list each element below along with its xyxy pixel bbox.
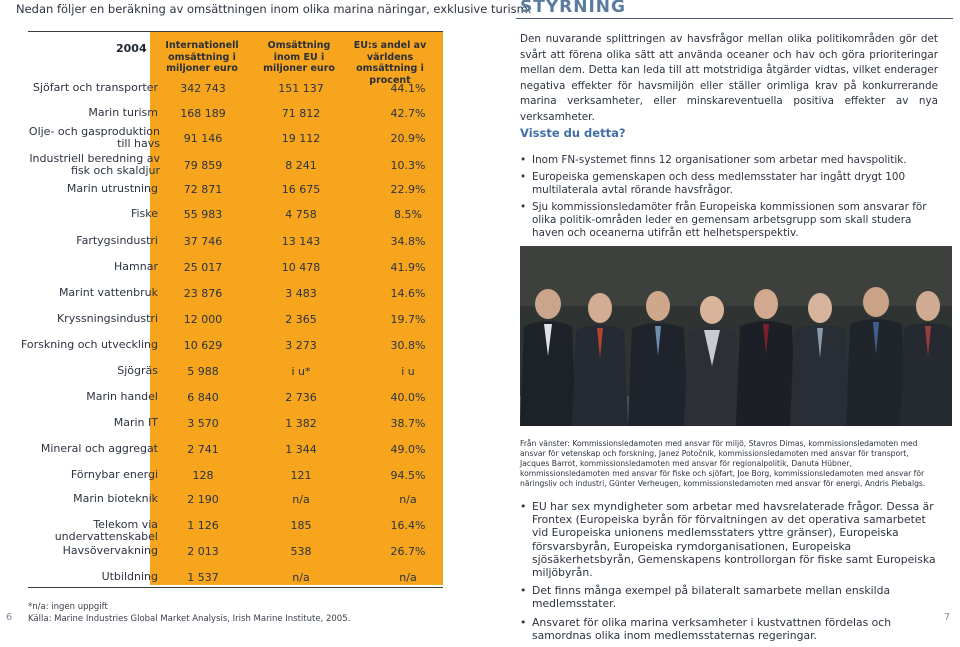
table-cell-c1: 10 629 <box>183 339 223 352</box>
list-item: • Inom FN-systemet finns 12 organisationer som arbetar med havspolitik. <box>520 154 940 167</box>
table-row-label: Marin utrustning <box>66 181 158 195</box>
list-item: • Sju kommissionsledamöter från Europeiska kommissionen som ansvarar för olika politik-områden leder en gemensam arbetsgrupp som skall studera haven och oceanerna utifrån ett helhetsperspektiv. <box>520 201 940 240</box>
table-row-label: Fiske <box>130 206 158 220</box>
page-number-right: 7 <box>944 612 951 623</box>
table-cell-c2: 2 365 <box>285 313 317 326</box>
table-cell-c1: 128 <box>192 469 214 482</box>
table-cell-c2: n/a <box>292 493 310 506</box>
table-cell-c1: 168 189 <box>180 107 226 120</box>
table-cell-c1: 72 871 <box>183 183 223 196</box>
photo-caption: Från vänster: Kommissionsledamoten med ansvar för miljö, Stavros Dimas, kommissionsledamoten med ansvar för vetenskap och forskning, Janez Potočnik, kommissionsledamoten med ansvar för transport, Jacques Barrot, kommissionsledamoten med ansvar för regionalpolitik, Danuta Hübner, kommissionsledamoten med ansvar för fiske och sjöfart, Joe Borg, kommissionsledamoten med ansvar för näringsliv och industri, Günter Verheugen, kommissionsledamoten med ansvar för energi, Andris Piebalgs. <box>520 439 926 488</box>
table-cell-c3: 49.0% <box>390 443 426 456</box>
list-item: • Ansvaret för olika marina verksamheter i kustvattnen fördelas och samordnas olika inom medlemsstaternas regeringar. <box>520 616 940 642</box>
table-cell-c3: 34.8% <box>390 235 426 248</box>
table-cell-c1: 1 537 <box>187 571 219 584</box>
commissioners-photo <box>520 246 952 426</box>
table-row-label: Marin IT <box>113 415 158 429</box>
title-rule <box>516 18 953 19</box>
table-cell-c1: 25 017 <box>183 261 223 274</box>
table-row-label: Telekom via undervattenskabel <box>54 517 158 544</box>
table-cell-c1: 2 190 <box>187 493 219 506</box>
intro-paragraph: Den nuvarande splittringen av havsfrågor mellan olika politikområden gör det svårt att förena olika sätt att använda oceaner och hav och göra prioriteringar mellan dem. Detta kan leda till att motstridiga åtgärder vidtas, vilket enderager negativa effekter för havsmiljön eller ställer orimliga krav på konkurrerande marina verksamheter, eller minskareventuella positiva effekter av nya verksamheter. <box>520 33 938 123</box>
table-cell-c3: 42.7% <box>390 107 426 120</box>
table-cell-c3: 40.0% <box>390 391 426 404</box>
section-title: STYRNING <box>520 0 626 17</box>
table-cell-c1: 79 859 <box>183 159 223 172</box>
table-cell-c3: 44.1% <box>390 82 426 95</box>
page-number-left: 6 <box>6 612 13 623</box>
table-cell-c1: 342 743 <box>180 82 226 95</box>
table-cell-c2: 185 <box>290 519 312 532</box>
table-row-label: Havsövervakning <box>62 543 158 557</box>
table-row-label: Marint vattenbruk <box>58 285 158 299</box>
table-cell-c2: 2 736 <box>285 391 317 404</box>
table-cell-c1: 55 983 <box>183 208 223 221</box>
table-row-label: Marin bioteknik <box>73 491 158 505</box>
table-cell-c2: 19 112 <box>281 132 321 145</box>
table-cell-c2: 10 478 <box>281 261 321 274</box>
table-cell-c3: 22.9% <box>390 183 426 196</box>
table-cell-c2: 121 <box>290 469 312 482</box>
table-cell-c2: 71 812 <box>281 107 321 120</box>
table-cell-c1: 37 746 <box>183 235 223 248</box>
table-cell-c2: i u* <box>291 365 311 378</box>
list-item: • EU har sex myndigheter som arbetar med havsrelaterade frågor. Dessa är Frontex (Europeiska byrån för förvaltningen av det operativa samarbetet vid Europeiska unionens medlemsstaters yttre gränser), Europeiska försvarsbyrån, Europeiska rymdorganisationen, Europeiska sjösäkerhetsbyrån, Gemenskapens kontrollorgan för fiske samt Europeiska miljöbyrån. <box>520 500 940 579</box>
table-cell-c3: 10.3% <box>390 159 426 172</box>
group-photo-illustration <box>520 246 952 426</box>
table-cell-c3: 38.7% <box>390 417 426 430</box>
table-cell-c2: 8 241 <box>285 159 317 172</box>
table-row-label: Kryssningsindustri <box>56 311 158 325</box>
table-cell-c2: 1 382 <box>285 417 317 430</box>
table-cell-c2: 3 273 <box>285 339 317 352</box>
table-cell-c2: 13 143 <box>281 235 321 248</box>
table-cell-c1: 91 146 <box>183 132 223 145</box>
table-cell-c1: 3 570 <box>187 417 219 430</box>
header-international: Internationell omsättning i miljoner euro <box>165 40 239 74</box>
table-cell-c1: 1 126 <box>187 519 219 532</box>
table-year: 2004 <box>116 42 147 55</box>
table-row-label: Utbildning <box>101 569 158 583</box>
table-cell-c1: 23 876 <box>183 287 223 300</box>
table-row-label: Mineral och aggregat <box>40 441 158 455</box>
table-cell-c3: n/a <box>399 493 417 506</box>
table-cell-c2: 4 758 <box>285 208 317 221</box>
table-cell-c3: 41.9% <box>390 261 426 274</box>
table-row-label: Sjöfart och transporter <box>32 80 158 94</box>
table-cell-c3: n/a <box>399 571 417 584</box>
table-row-label: Marin turism <box>88 105 158 119</box>
agencies-list <box>520 500 940 647</box>
table-row-label: Forskning och utveckling <box>20 337 158 351</box>
intro-text: Nedan följer en beräkning av omsättningen inom olika marina näringar, exklusive turism: <box>16 2 532 16</box>
table-cell-c3: 14.6% <box>390 287 426 300</box>
table-row-label: Olje- och gasproduktion till havs <box>28 124 160 150</box>
table-cell-c1: 2 013 <box>187 545 219 558</box>
table-cell-c3: 8.5% <box>394 208 422 221</box>
table-row-label: Marin handel <box>86 389 158 403</box>
visste-heading: Visste du detta? <box>520 126 626 140</box>
footnote-source: Källa: Marine Industries Global Market Analysis, Irish Marine Institute, 2005. <box>28 614 351 624</box>
table-cell-c2: 1 344 <box>285 443 317 456</box>
table-row-label: Hamnar <box>114 259 158 273</box>
footnote-na: *n/a: ingen uppgift <box>28 602 108 612</box>
table-cell-c2: 151 137 <box>278 82 324 95</box>
table-cell-c2: n/a <box>292 571 310 584</box>
table-row-label: Sjögräs <box>117 363 158 377</box>
table-cell-c3: 26.7% <box>390 545 426 558</box>
header-eu: Omsättning inom EU i miljoner euro <box>263 40 335 74</box>
table-cell-c1: 6 840 <box>187 391 219 404</box>
table-row-label: Fartygsindustri <box>76 233 158 247</box>
table-cell-c3: i u <box>401 365 415 378</box>
table-cell-c2: 16 675 <box>281 183 321 196</box>
table-cell-c1: 2 741 <box>187 443 219 456</box>
header-eu-share: EU:s andel av världens omsättning i procent <box>353 40 427 86</box>
list-item: • Det finns många exempel på bilateralt samarbete mellan enskilda medlemsstater. <box>520 584 940 610</box>
list-item: • Europeiska gemenskapen och dess medlemsstater har ingått drygt 100 multilaterala avtal rörande havsfrågor. <box>520 171 940 197</box>
visste-list <box>520 154 940 244</box>
table-cell-c1: 5 988 <box>187 365 219 378</box>
table-bottom-rule <box>28 587 443 588</box>
table-row-label: Industriell beredning av fisk och skaldjur <box>29 151 160 177</box>
table-row-label: Förnybar energi <box>70 467 158 481</box>
table-cell-c3: 16.4% <box>390 519 426 532</box>
table-cell-c3: 30.8% <box>390 339 426 352</box>
table-cell-c3: 19.7% <box>390 313 426 326</box>
table-cell-c3: 94.5% <box>390 469 426 482</box>
table-cell-c2: 3 483 <box>285 287 317 300</box>
table-top-rule <box>28 31 443 32</box>
table-cell-c3: 20.9% <box>390 132 426 145</box>
table-cell-c2: 538 <box>290 545 312 558</box>
table-cell-c1: 12 000 <box>183 313 223 326</box>
